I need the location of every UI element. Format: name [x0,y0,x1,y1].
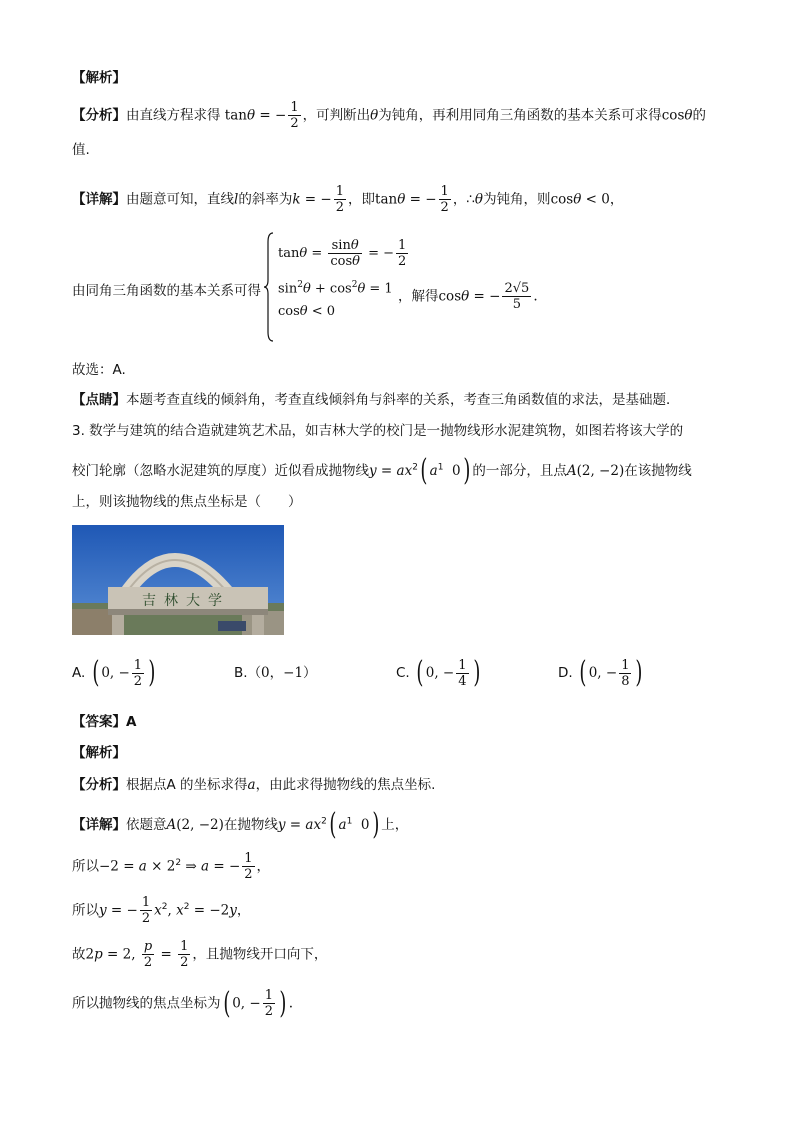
question-3-line-2: 校门轮廓（忽略水泥建筑的厚度）近似看成抛物线$y = ax^2$( $a^1$ 0) 的一部分，且点A(2, −2)在该抛物线 [72,453,692,488]
option-d[interactable]: D. ( 0, − $\frac{1}{8}$ ) [558,655,643,690]
step-2: 所以y = − $\frac{1}{2}$ $x^2$, $x^2 = -2y$， [72,895,251,926]
xiangjie-line-1: 【详解】由题意可知，直线l的斜率为k = − $\frac{1}{2}$ ，即tanθ = − $\frac{1}{2}$ ，∴θ为钝角，则cosθ < 0， [72,184,624,215]
system-eq-1: tanθ = $\frac{\sin\theta}{\cos\theta}$ = − $\frac{1}{2}$ [278,238,407,269]
system-intro: 由同角三角函数的基本关系可得 [72,283,261,299]
section-jiexi-1: 【解析】 [72,70,126,86]
fenxi-line-2: 值. [72,142,90,158]
question-3-line-3: 上，则该抛物线的焦点坐标是（ ） [72,494,302,510]
fenxi-2-line: 【分析】根据点A 的坐标求得a，由此求得抛物线的焦点坐标. [72,777,436,793]
system-result: ，解得cosθ = − $\frac{2√5}{5}$ . [398,281,538,312]
option-a[interactable]: A. ( 0, − $\frac{1}{2}$ ) [72,655,156,690]
brace-symbol [264,232,274,342]
question-3-line-1: 3. 数学与建筑的结合造就建筑艺术品，如吉林大学的校门是一抛物线形水泥建筑物，如图若将该大学的 [72,423,684,439]
step-1: 所以$-2 = a \times 2^2$ ⇒ a = − $\frac{1}{2}$ ， [72,851,271,882]
choice-line: 故选：A. [72,362,126,378]
system-eq-3: cosθ < 0 [278,304,336,319]
system-eq-2: $\sin^2\theta + \cos^2\theta = 1$ [278,280,393,297]
fenxi-line-1: 【分析】由直线方程求得 tanθ = − $\frac{1}{2}$ ，可判断出θ为钝角，再利用同角三角函数的基本关系可求得cosθ的 [72,100,707,131]
option-b[interactable]: B.（0，−1） [234,665,317,681]
step-3: 故2p = 2, $\frac{p}{2}$ = $\frac{1}{2}$ ，且抛物线开口向下， [72,939,328,970]
option-c[interactable]: C. ( 0, − $\frac{1}{4}$ ) [396,655,480,690]
xiangjie-2-line: 【详解】依题意A(2, −2)在抛物线$y = ax^2$( $a^1$ 0) 上， [72,807,409,842]
step-4: 所以抛物线的焦点坐标为( 0, − $\frac{1}{2}$ ) . [72,985,293,1021]
gate-sign-text: 吉林大学 [142,593,230,609]
university-gate-photo [72,525,284,635]
answer-line: 【答案】A [72,714,137,730]
dianjing-line: 【点睛】本题考查直线的倾斜角，考查直线倾斜角与斜率的关系，考查三角函数值的求法，是基础题． [72,392,680,408]
section-jiexi-2: 【解析】 [72,745,126,761]
